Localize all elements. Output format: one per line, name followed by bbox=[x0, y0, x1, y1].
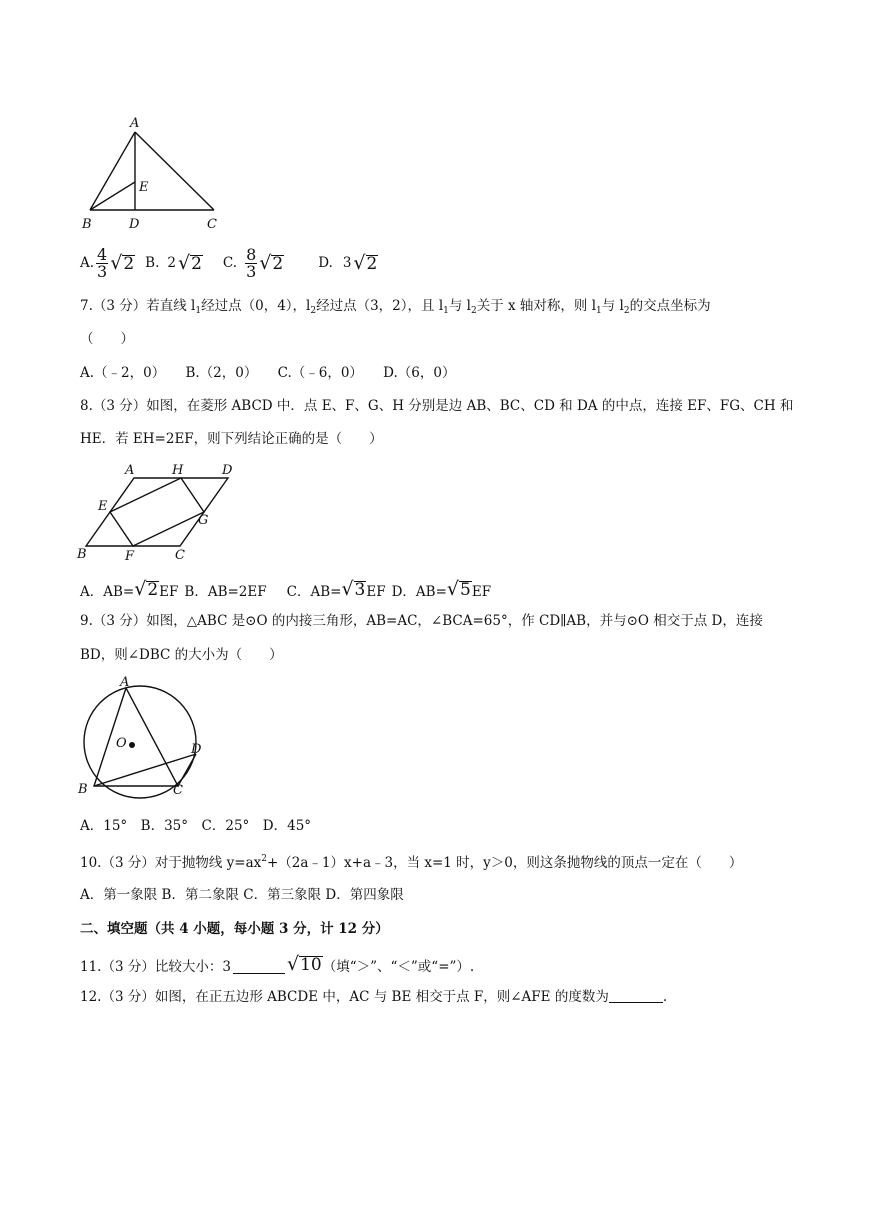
q6-option-a-sqrt: √ 2 bbox=[110, 252, 135, 274]
vertex-label-a: A bbox=[130, 116, 140, 131]
q8-stem-line-2: HE．若 EH=2EF，则下列结论正确的是（ ） bbox=[80, 431, 383, 447]
vertex-label-b: B bbox=[77, 547, 87, 562]
point-label-d: D bbox=[191, 742, 202, 757]
radicand: 2 bbox=[147, 580, 159, 600]
q6-option-b-coefficient: 2 bbox=[167, 254, 176, 271]
section-2-title: 二、填空题（共 4 小题，每小题 3 分，计 12 分） bbox=[80, 921, 389, 937]
midpoint-label-g: G bbox=[198, 513, 209, 528]
q9-options: A．15° B．35° C．25° D．45° bbox=[80, 818, 312, 834]
triangle-abc-figure bbox=[78, 114, 228, 236]
q8-options bbox=[80, 580, 491, 599]
q8-option-c-sqrt: √ 3 bbox=[341, 578, 366, 600]
q8-option-a-suffix: EF bbox=[159, 583, 179, 600]
q8-option-d-sqrt: √ 5 bbox=[446, 578, 471, 600]
q8-option-a: A．AB= bbox=[80, 583, 135, 600]
midpoint-label-e: E bbox=[98, 499, 108, 514]
q8-option-d-suffix: EF bbox=[471, 583, 492, 600]
vertex-label-c: C bbox=[207, 217, 217, 232]
q9-stem-line-1: 9.（3 分）如图，△ABC 是⊙O 的内接三角形，AB=AC，∠BCA=65°，作 CD∥AB，并与⊙O 相交于点 D，连接 bbox=[80, 613, 763, 629]
q7-sub-5: 1 bbox=[596, 306, 602, 316]
q8-option-c: C．AB= bbox=[286, 583, 342, 600]
vertex-label-c: C bbox=[173, 783, 183, 798]
circle-triangle-figure bbox=[74, 674, 214, 802]
q7-answer-parens: （ ） bbox=[80, 331, 134, 347]
fraction-numerator: 8 bbox=[246, 245, 257, 264]
q7-sub-1: 1 bbox=[195, 306, 202, 316]
fraction-denominator: 3 bbox=[246, 262, 257, 281]
q7-text-3: 经过点（3，2），且 l bbox=[316, 298, 444, 314]
q6-option-d-letter: D. bbox=[318, 254, 333, 271]
q6-option-c-fraction bbox=[245, 247, 257, 280]
q11-sqrt: √ 10 bbox=[286, 953, 322, 975]
q7-text-5: 关于 x 轴对称，则 l bbox=[476, 298, 597, 314]
radicand: 2 bbox=[366, 254, 378, 274]
q7-text-1: 7.（3 分）若直线 l bbox=[80, 298, 196, 314]
radicand: 10 bbox=[300, 955, 322, 975]
vertex-label-b: B bbox=[78, 782, 88, 797]
q10-superscript: 2 bbox=[261, 854, 267, 864]
fraction-denominator: 3 bbox=[97, 262, 108, 281]
q10-options: A．第一象限 B．第二象限 C．第三象限 D．第四象限 bbox=[80, 887, 404, 903]
q6-option-c-sqrt: √ 2 bbox=[259, 252, 284, 274]
q8-option-c-suffix: EF bbox=[366, 583, 386, 600]
midpoint-label-h: H bbox=[172, 463, 184, 478]
point-label-d: D bbox=[129, 217, 140, 232]
q7-text-7: 的交点坐标为 bbox=[629, 298, 711, 314]
radicand: 5 bbox=[460, 580, 471, 600]
q6-option-b-sqrt: √ 2 bbox=[177, 252, 202, 274]
q7-sub-2: 2 bbox=[310, 306, 317, 316]
q7-text-4: 与 l bbox=[448, 298, 471, 314]
q8-option-a-sqrt: √ 2 bbox=[134, 578, 159, 600]
midpoint-label-f: F bbox=[125, 549, 135, 564]
q7-sub-6: 2 bbox=[623, 306, 630, 316]
vertex-label-c: C bbox=[175, 548, 185, 563]
q11-answer-blank[interactable] bbox=[233, 973, 285, 974]
q10-text-2: +（2a﹣1）x+a﹣3，当 x=1 时，y＞0，则这条抛物线的顶点一定在（ ） bbox=[266, 855, 743, 871]
q11-text-1: 11.（3 分）比较大小：3 bbox=[80, 958, 231, 975]
q6-option-a-fraction bbox=[96, 247, 108, 280]
vertex-label-b: B bbox=[82, 217, 92, 232]
q10-stem bbox=[80, 855, 742, 871]
q6-option-a-letter: A. bbox=[80, 254, 95, 271]
radicand: 2 bbox=[272, 254, 284, 274]
q12-text-2: . bbox=[662, 989, 668, 1005]
vertex-label-d: D bbox=[222, 463, 233, 478]
q7-text-2: 经过点（0，4），l bbox=[201, 298, 311, 314]
q9-stem-line-2: BD，则∠DBC 的大小为（ ） bbox=[80, 647, 283, 663]
q7-options: A.（﹣2，0） B.（2，0） C.（﹣6，0） D.（6，0） bbox=[80, 365, 456, 381]
q8-stem-line-1: 8.（3 分）如图，在菱形 ABCD 中．点 E、F、G、H 分别是边 AB、BC、CD 和 DA 的中点，连接 EF、FG、CH 和 bbox=[80, 398, 794, 414]
q6-option-b-letter: B. bbox=[145, 254, 160, 271]
q10-text-1: 10.（3 分）对于抛物线 y=ax bbox=[80, 855, 262, 871]
q7-sub-4: 2 bbox=[470, 306, 477, 316]
q11-text-2: （填“＞”、“＜”或“=”）. bbox=[322, 958, 475, 975]
q12-answer-blank[interactable] bbox=[609, 1002, 663, 1003]
q7-text-6: 与 l bbox=[601, 298, 624, 314]
q7-stem bbox=[80, 300, 711, 316]
radicand: 2 bbox=[123, 254, 135, 274]
q12-stem bbox=[80, 991, 667, 1005]
q6-option-d-sqrt: √ 2 bbox=[353, 252, 378, 274]
vertex-label-a: A bbox=[120, 675, 130, 690]
q12-text-1: 12.（3 分）如图，在正五边形 ABCDE 中，AC 与 BE 相交于点 F，则∠AFE 的度数为 bbox=[80, 989, 609, 1005]
vertex-label-a: A bbox=[125, 463, 135, 478]
q6-option-c-letter: C. bbox=[222, 254, 238, 271]
q7-sub-3: 1 bbox=[443, 306, 449, 316]
radicand: 2 bbox=[191, 254, 202, 274]
q6-option-d-coefficient: 3 bbox=[342, 254, 352, 271]
q8-option-d: D．AB= bbox=[391, 583, 447, 600]
q11-stem bbox=[80, 955, 474, 974]
radicand: 3 bbox=[354, 580, 366, 600]
q8-option-b: B．AB=2EF bbox=[184, 583, 267, 600]
q6-options bbox=[80, 247, 378, 280]
point-label-e: E bbox=[139, 180, 149, 195]
center-label-o: O bbox=[116, 736, 127, 751]
rhombus-abcd-figure bbox=[76, 458, 246, 570]
fraction-numerator: 4 bbox=[97, 245, 108, 264]
